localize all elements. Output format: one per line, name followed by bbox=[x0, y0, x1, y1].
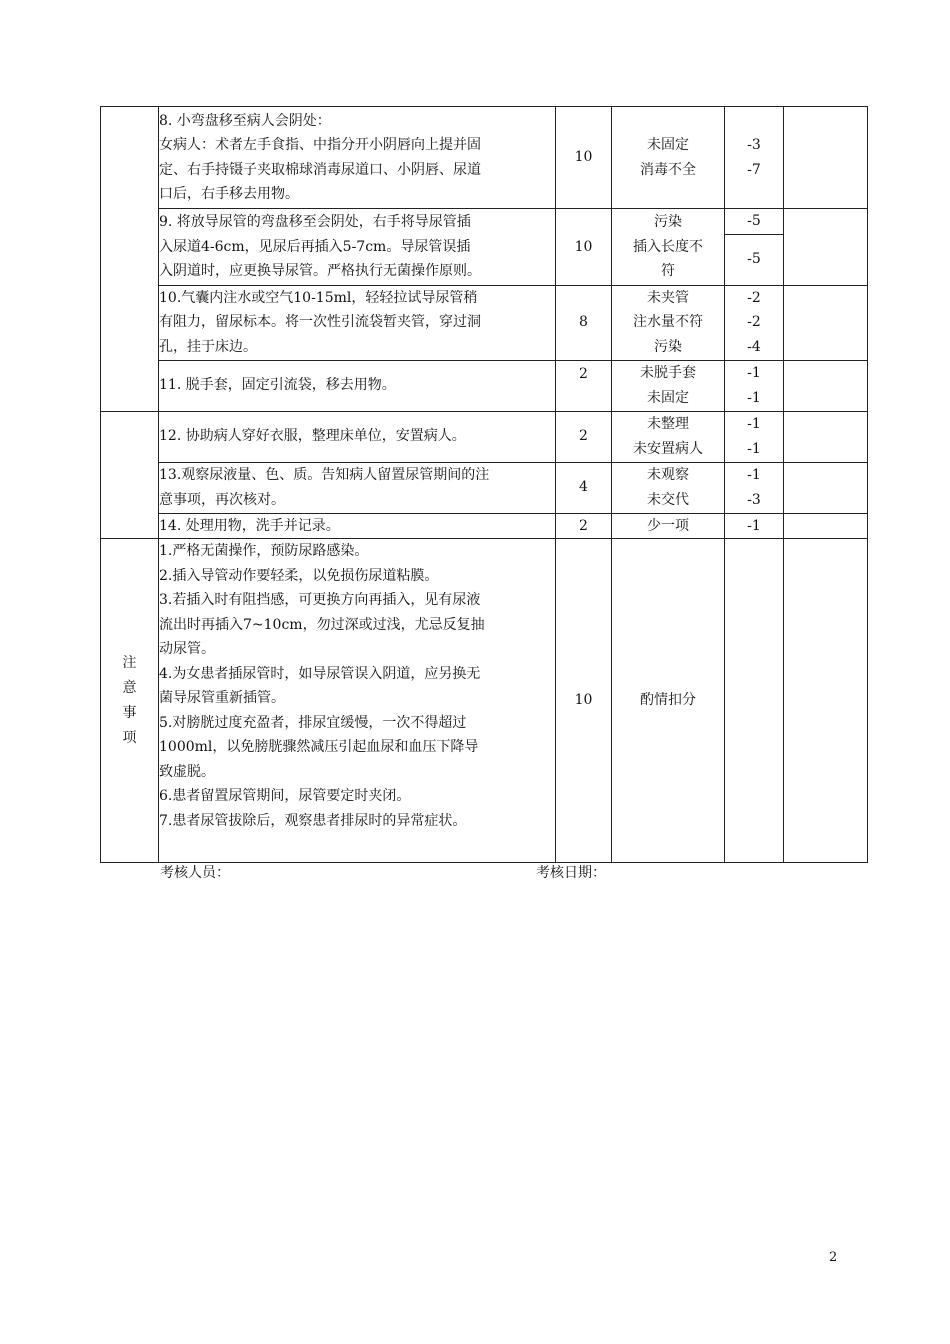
notes-category-cell: 注 意 事 项 bbox=[101, 539, 159, 863]
step-cell: 10.气囊内注水或空气10-15ml，轻轻拉试导尿管稍 有阻力，留尿标本。将一次性引流袋暂夹管，穿过洞 孔，挂于床边。 bbox=[159, 285, 556, 360]
criteria-cell: 未观察 未交代 bbox=[612, 462, 725, 513]
score-cell: 2 bbox=[556, 411, 612, 462]
actual-deduction-cell bbox=[784, 209, 868, 286]
table-row bbox=[101, 411, 868, 462]
score-cell: 4 bbox=[556, 462, 612, 513]
table-row bbox=[101, 513, 868, 539]
deduction-cell: -1 -1 bbox=[725, 360, 784, 411]
deduction-cell: -1 -3 bbox=[725, 462, 784, 513]
deduction-cell: -2 -2 -4 bbox=[725, 285, 784, 360]
actual-deduction-cell bbox=[784, 411, 868, 462]
score-cell: 10 bbox=[556, 209, 612, 286]
table-row bbox=[101, 285, 868, 360]
actual-deduction-cell bbox=[784, 539, 868, 863]
actual-deduction-cell bbox=[784, 462, 868, 513]
table-row bbox=[101, 462, 868, 513]
step-cell: 12. 协助病人穿好衣服，整理床单位，安置病人。 bbox=[159, 411, 556, 462]
deduction-cell bbox=[725, 539, 784, 863]
category-cell bbox=[101, 107, 159, 412]
actual-deduction-cell bbox=[784, 513, 868, 539]
deduction-cell: -1 bbox=[725, 513, 784, 539]
step-cell: 8. 小弯盘移至病人会阴处： 女病人：术者左手食指、中指分开小阴唇向上提并固 定、右手持镊子夹取棉球消毒尿道口、小阴唇、尿道 口后，右手移去用物。 bbox=[159, 107, 556, 209]
score-cell: 8 bbox=[556, 285, 612, 360]
examiner-label: 考核人员： bbox=[160, 865, 230, 881]
criteria-cell: 未整理 未安置病人 bbox=[612, 411, 725, 462]
table-row bbox=[101, 107, 868, 209]
step-cell: 11. 脱手套，固定引流袋，移去用物。 bbox=[159, 360, 556, 411]
score-cell: 10 bbox=[556, 107, 612, 209]
deduction-cell: -5 bbox=[725, 234, 784, 285]
actual-deduction-cell bbox=[784, 360, 868, 411]
assessment-table bbox=[100, 106, 868, 863]
deduction-cell: -5 bbox=[725, 209, 784, 235]
score-cell: 2 bbox=[556, 513, 612, 539]
criteria-cell: 未夹管 注水量不符 污染 bbox=[612, 285, 725, 360]
page-number: 2 bbox=[829, 1250, 838, 1265]
step-cell: 9. 将放导尿管的弯盘移至会阴处，右手将导尿管插 入尿道4-6cm，见尿后再插入5-7cm。导尿管误插 入阴道时，应更换导尿管。严格执行无菌操作原则。 bbox=[159, 209, 556, 286]
category-cell bbox=[101, 411, 159, 539]
actual-deduction-cell bbox=[784, 285, 868, 360]
notes-score-cell: 10 bbox=[556, 539, 612, 863]
notes-content-cell: 1.严格无菌操作，预防尿路感染。 2.插入导管动作要轻柔，以免损伤尿道粘膜。 3.若插入时有阻挡感，可更换方向再插入，见有尿液 流出时再插入7~10cm，勿过深或过浅，尤忌反复抽 动尿管。 4.为女患者插尿管时，如导尿管误入阴道，应另换无 菌导尿管重新插管。 5.对膀胱过度充盈者，排尿宜缓慢，一次不得超过 1000ml，以免膀胱骤然减压引起血尿和血压下降导 致虚脱。 6.患者留置尿管期间，尿管要定时夹闭。 7.患者尿管拔除后，观察患者排尿时的异常症状。 bbox=[159, 539, 556, 863]
criteria-cell: 未脱手套 未固定 bbox=[612, 360, 725, 411]
date-label: 考核日期： bbox=[536, 865, 606, 881]
table-row bbox=[101, 360, 868, 411]
actual-deduction-cell bbox=[784, 107, 868, 209]
table-row bbox=[101, 209, 868, 235]
notes-criteria-cell: 酌情扣分 bbox=[612, 539, 725, 863]
deduction-cell: -1 -1 bbox=[725, 411, 784, 462]
notes-row bbox=[101, 539, 868, 863]
deduction-cell: -3 -7 bbox=[725, 107, 784, 209]
criteria-cell: 少一项 bbox=[612, 513, 725, 539]
step-cell: 13.观察尿液量、色、质。告知病人留置尿管期间的注 意事项，再次核对。 bbox=[159, 462, 556, 513]
criteria-cell: 未固定 消毒不全 bbox=[612, 107, 725, 209]
step-cell: 14. 处理用物，洗手并记录。 bbox=[159, 513, 556, 539]
score-cell: 2 bbox=[556, 360, 612, 411]
criteria-cell: 污染 插入长度不 符 bbox=[612, 209, 725, 286]
